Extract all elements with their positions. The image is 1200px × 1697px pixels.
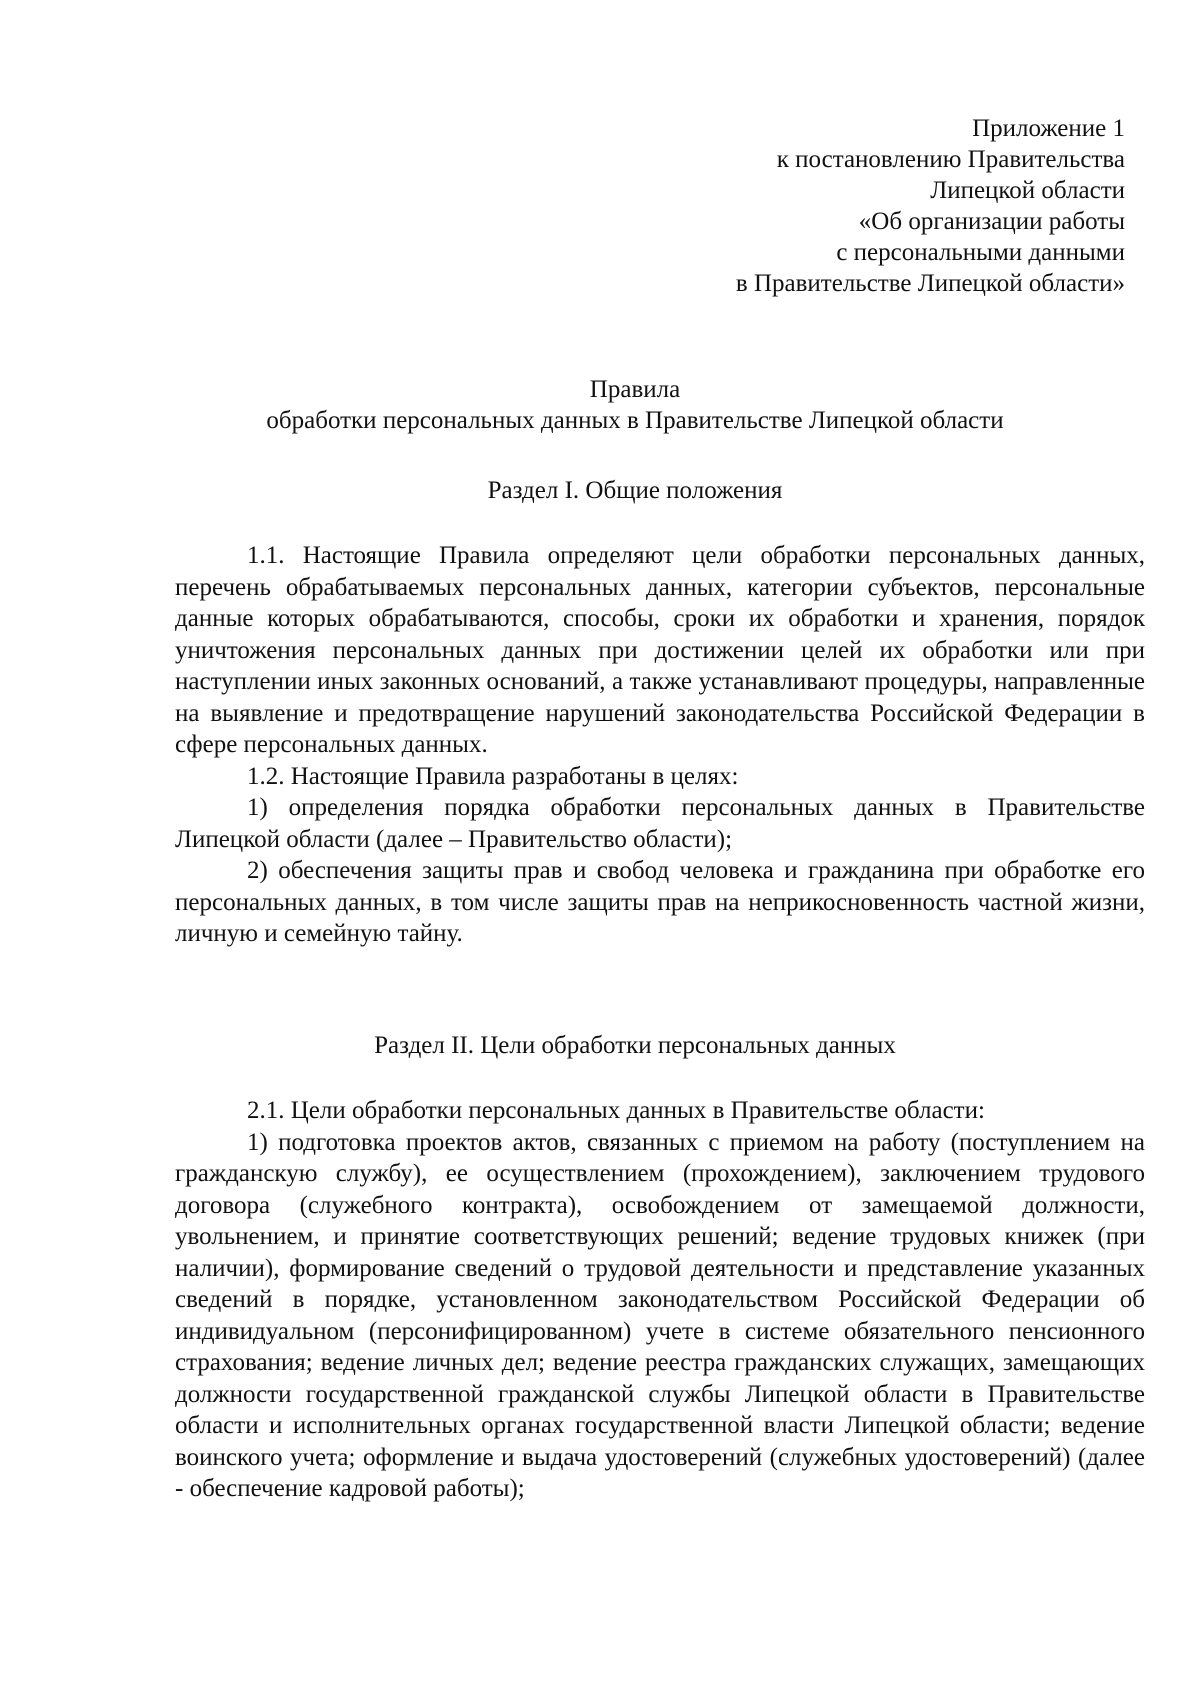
section-heading: Раздел II. Цели обработки персональных данных [374,1032,896,1059]
appendix-line: Приложение 1 [972,115,1125,142]
appendix-line: «Об организации работы [858,208,1125,235]
appendix-line: с персональными данными [836,239,1125,266]
document-title: Правила [589,376,681,403]
section-body [175,1095,1145,1505]
paragraph: 2) обеспечения защиты прав и свобод человека и гражданина при обработке его персональных данных, в том числе защиты прав на неприкосновенность частной жизни, личную и семейную тайну. [175,857,1145,947]
paragraph: 1.2. Настоящие Правила разработаны в целях: [247,762,739,790]
appendix-line: в Правительстве Липецкой области» [735,270,1125,297]
document-subtitle: обработки персональных данных в Правительстве Липецкой области [266,407,1004,434]
paragraph: 1) определения порядка обработки персональных данных в Правительстве Липецкой области (далее – Правительство области); [175,794,1145,853]
appendix-line: Липецкой области [930,177,1125,204]
appendix-line: к постановлению Правительства [776,146,1125,173]
section-heading: Раздел I. Общие положения [487,477,783,504]
section-body [175,540,1145,950]
paragraph: 1.1. Настоящие Правила определяют цели обработки персональных данных, перечень обрабатываемых персональных данных, категории субъектов, персональные данные которых обрабатываются, способы, сроки их обработки и хранения, порядок уничтожения персональных данных при достижении целей их обработки или при наступлении иных законных оснований, а также устанавливают процедуры, направленные на выявление и предотвращение нарушений законодательства Российской Федерации в сфере персональных данных. [175,542,1145,758]
paragraph: 2.1. Цели обработки персональных данных в Правительстве области: [247,1097,985,1124]
paragraph: 1) подготовка проектов актов, связанных с приемом на работу (поступлением на гражданскую службу), ее осуществлением (прохождением), заключением трудового договора (служебного контракта), освобождением от замещаемой должности, увольнением, и принятие соответствующих решений; ведение трудовых книжек (при наличии), формирование сведений о трудовой деятельности и представление указанных сведений в порядке, установленном законодательством Российской Федерации об индивидуальном (персонифицированном) учете в системе обязательного пенсионного страхования; ведение личных дел; ведение реестра гражданских служащих, замещающих должности государственной гражданской службы Липецкой области в Правительстве области и исполнительных органах государственной власти Липецкой области; ведение воинского учета; оформление и выдача удостоверений (служебных удостоверений) (далее - обеспечение кадровой работы); [175,1128,1145,1502]
appendix-header [736,113,1125,299]
